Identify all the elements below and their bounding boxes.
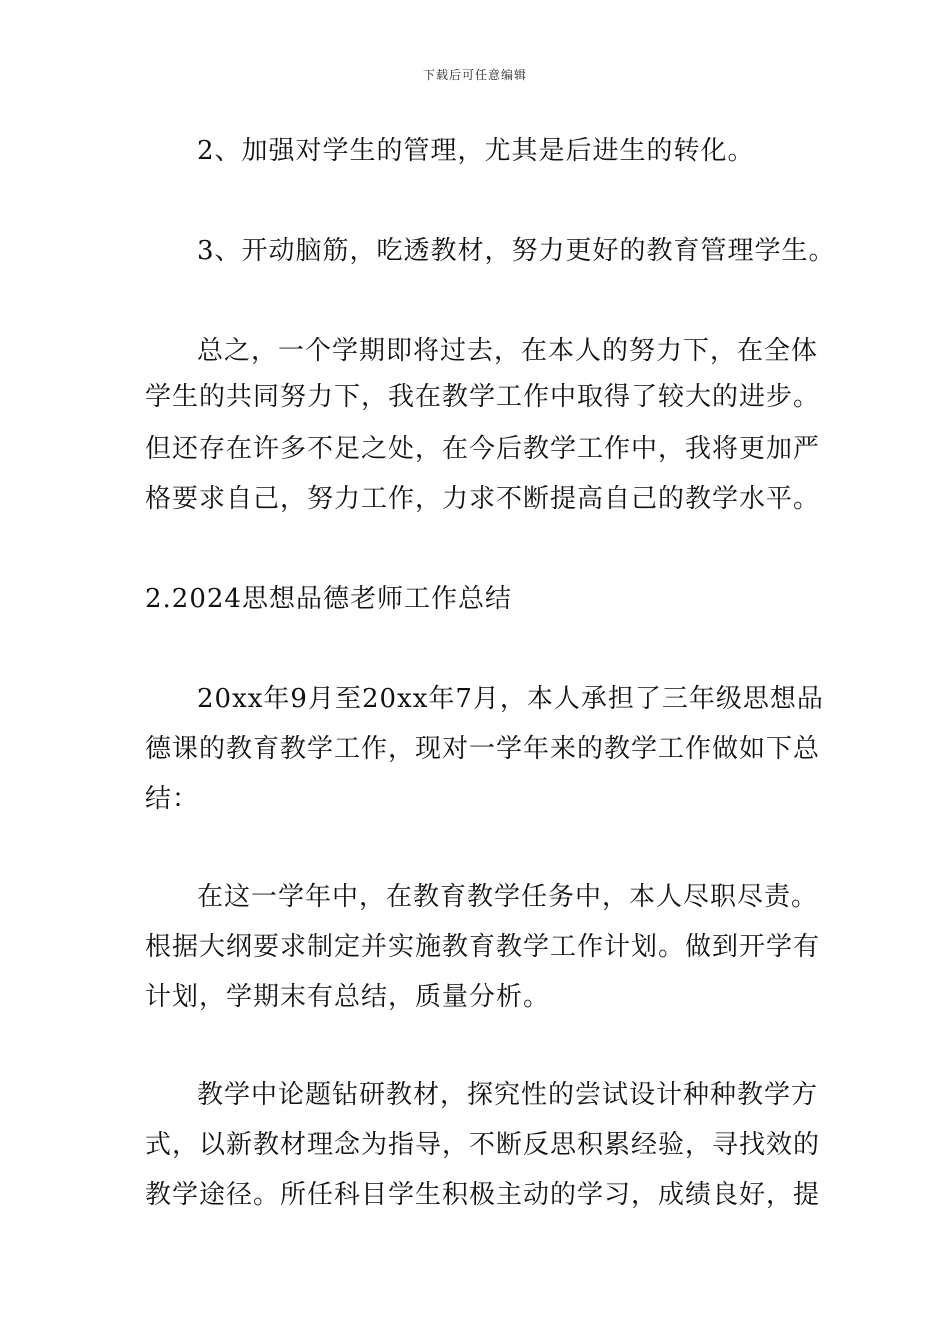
para3-line-2: 式，以新教材理念为指导，不断反思积累经验，寻找效的 bbox=[145, 1130, 821, 1160]
list-item-2: 2、加强对学生的管理，尤其是后进生的转化。 bbox=[197, 136, 755, 166]
para1-line-3: 结： bbox=[145, 784, 200, 814]
list-item-3: 3、开动脑筋，吃透教材，努力更好的教育管理学生。 bbox=[197, 236, 836, 266]
para3-line-3: 教学途径。所任科目学生积极主动的学习，成绩良好，提 bbox=[145, 1180, 821, 1210]
summary-line-2: 学生的共同努力下，我在教学工作中取得了较大的进步。 bbox=[145, 382, 821, 412]
para1-line-2: 德课的教育教学工作，现对一学年来的教学工作做如下总 bbox=[145, 734, 821, 764]
header-note: 下载后可任意编辑 bbox=[422, 68, 527, 82]
para2-line-2: 根据大纲要求制定并实施教育教学工作计划。做到开学有 bbox=[145, 932, 821, 962]
summary-line-3: 但还存在许多不足之处，在今后教学工作中，我将更加严 bbox=[145, 434, 821, 464]
para3-line-1: 教学中论题钻研教材，探究性的尝试设计种种教学方 bbox=[197, 1080, 819, 1110]
section-heading: 2.2024思想品德老师工作总结 bbox=[145, 584, 512, 614]
para2-line-1: 在这一学年中，在教育教学任务中，本人尽职尽责。 bbox=[197, 882, 819, 912]
summary-line-1: 总之，一个学期即将过去，在本人的努力下，在全体 bbox=[197, 336, 819, 366]
para1-line-1: 20xx年9月至20xx年7月，本人承担了三年级思想品 bbox=[197, 684, 824, 714]
summary-line-4: 格要求自己，努力工作，力求不断提高自己的教学水平。 bbox=[145, 484, 821, 514]
para2-line-3: 计划，学期末有总结，质量分析。 bbox=[145, 982, 551, 1012]
